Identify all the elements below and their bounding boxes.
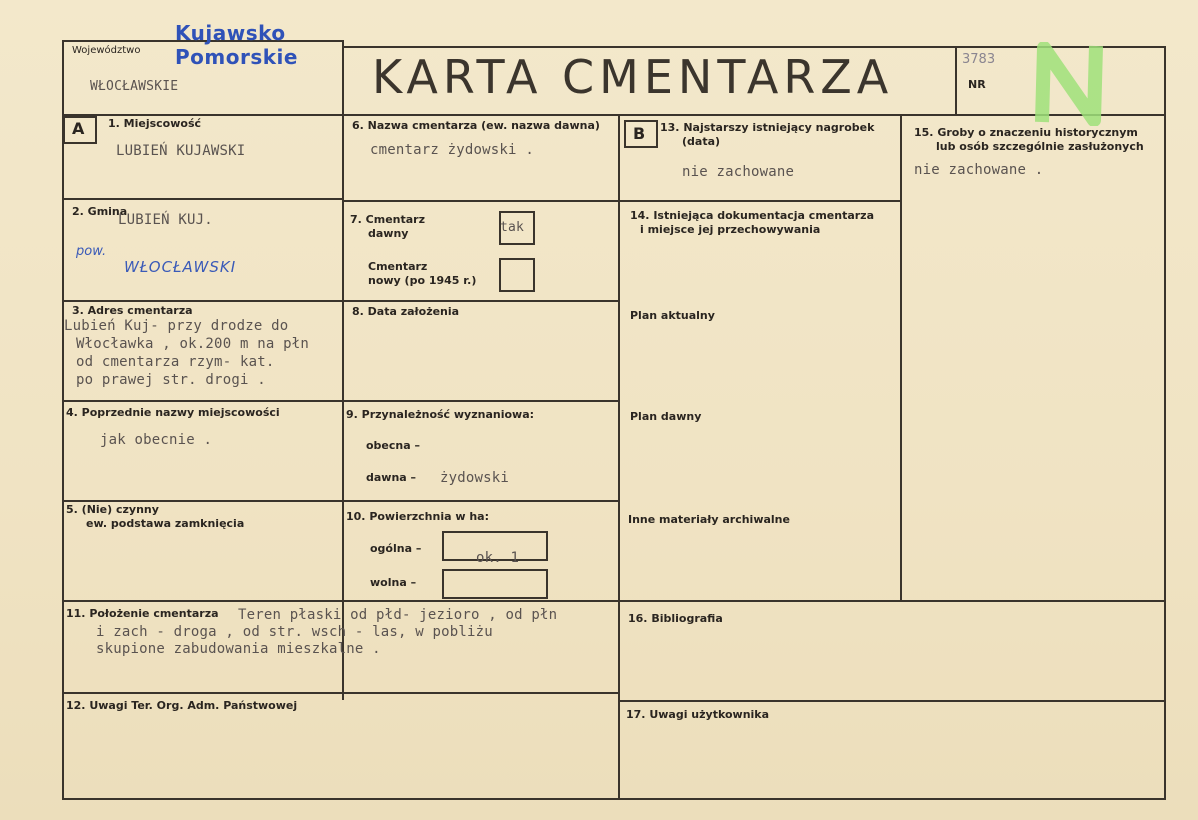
card-title: KARTA CMENTARZA <box>372 50 894 104</box>
field-3-label: 3. Adres cmentarza <box>72 304 193 317</box>
field-9-dawna-value: żydowski <box>440 470 510 486</box>
row-line-4 <box>62 500 620 502</box>
field-7-nowy-label-2: nowy (po 1945 r.) <box>368 274 477 287</box>
field-6-label: 6. Nazwa cmentarza (ew. nazwa dawna) <box>352 119 600 132</box>
col15-divider <box>900 114 902 602</box>
wojewodztwo-label: Województwo <box>72 45 141 56</box>
section-b-letter: B <box>633 124 646 143</box>
nr-number: 3783 <box>962 52 996 67</box>
field-14-plan-dawny: Plan dawny <box>630 410 702 423</box>
wojewodztwo-value: WŁOCŁAWSKIE <box>90 79 179 94</box>
mid-row-line-1 <box>342 200 620 202</box>
field-15-label-1: 15. Groby o znaczeniu historycznym <box>914 126 1138 139</box>
row-line-1 <box>62 198 342 200</box>
stamp-line-2: Pomorskie <box>175 45 298 69</box>
field-3-line-4: po prawej str. drogi . <box>76 372 266 388</box>
mid-right-divider <box>618 114 620 800</box>
section-a-letter: A <box>72 119 85 138</box>
stamp-line-1: Kujawsko <box>175 21 286 45</box>
field-10-wolna-label: wolna – <box>370 576 417 589</box>
field-16-label: 16. Bibliografia <box>628 612 723 625</box>
field-14-label-1: 14. Istniejąca dokumentacja cmentarza <box>630 209 875 222</box>
field-7-dawny-label-1: 7. Cmentarz <box>350 213 425 226</box>
field-2-handwritten-pow: pow. <box>76 244 107 259</box>
field-11-line-1: Teren płaski od płd- jezioro , od płn <box>238 607 558 623</box>
field-2-label: 2. Gmina <box>72 205 128 218</box>
field-15-label-2: lub osób szczególnie zasłużonych <box>936 140 1144 153</box>
field-14-inne: Inne materiały archiwalne <box>628 513 790 526</box>
field-1-label: 1. Miejscowość <box>108 117 202 130</box>
field-17-label: 17. Uwagi użytkownika <box>626 708 770 721</box>
field-5-label-2: ew. podstawa zamknięcia <box>86 517 245 530</box>
field-7-nowy-checkbox <box>499 258 535 292</box>
field-13-label-1: 13. Najstarszy istniejący nagrobek <box>660 121 875 134</box>
field-4-value: jak obecnie . <box>100 432 213 448</box>
field-2-value: LUBIEŃ KUJ. <box>118 212 213 228</box>
frame-right <box>1164 46 1166 800</box>
field-9-label: 9. Przynależność wyznaniowa: <box>346 408 535 421</box>
highlighter-n-mark <box>1034 42 1106 126</box>
frame-left <box>62 40 64 800</box>
header-bottom <box>62 114 1166 116</box>
field-6-value: cmentarz żydowski . <box>370 142 534 158</box>
highlighter-n-stroke <box>1042 46 1096 122</box>
field-10-wolna-box <box>442 569 548 599</box>
field-12-label: 12. Uwagi Ter. Org. Adm. Państwowej <box>66 699 298 712</box>
field-15-value: nie zachowane . <box>914 162 1044 178</box>
field-2-handwritten-value: WŁOCŁAWSKI <box>124 258 237 276</box>
field-3-line-1: Lubień Kuj- przy drodze do <box>64 318 289 334</box>
field-9-dawna-label: dawna – <box>366 471 417 484</box>
field-4-label: 4. Poprzednie nazwy miejscowości <box>66 406 280 419</box>
field-7-dawny-value: tak <box>500 220 525 235</box>
field-11-label: 11. Położenie cmentarza <box>66 607 219 620</box>
field-1-value: LUBIEŃ KUJAWSKI <box>116 143 246 159</box>
field-10-label: 10. Powierzchnia w ha: <box>346 510 490 523</box>
field-10-ogolna-value: ok. 1 <box>476 550 520 566</box>
field-9-obecna-label: obecna – <box>366 439 420 452</box>
field-13-value: nie zachowane <box>682 164 795 180</box>
field-8-label: 8. Data założenia <box>352 305 460 318</box>
field-13-label-2: (data) <box>682 135 721 148</box>
row-line-3 <box>62 400 620 402</box>
field-14-label-2: i miejsce jej przechowywania <box>640 223 821 236</box>
field-11-line-3: skupione zabudowania mieszkalne . <box>96 641 381 657</box>
field-10-ogolna-label: ogólna – <box>370 542 422 555</box>
field-14-plan-aktualny: Plan aktualny <box>630 309 715 322</box>
field-7-dawny-label-2: dawny <box>368 227 409 240</box>
field-5-label-1: 5. (Nie) czynny <box>66 503 159 516</box>
frame-bottom <box>62 798 1166 800</box>
field-3-line-2: Włocławka , ok.200 m na płn <box>76 336 309 352</box>
header-divider-2 <box>955 46 957 116</box>
row-line-5 <box>62 600 1166 602</box>
col14-top <box>620 200 902 202</box>
field-3-line-3: od cmentarza rzym- kat. <box>76 354 275 370</box>
field-7-nowy-label-1: Cmentarz <box>368 260 428 273</box>
row-line-2 <box>62 300 620 302</box>
row-line-6 <box>62 692 620 694</box>
row-line-7 <box>620 700 1166 702</box>
nr-label: NR <box>968 78 986 91</box>
field-11-line-2: i zach - droga , od str. wsch - las, w pobliżu <box>96 624 493 640</box>
